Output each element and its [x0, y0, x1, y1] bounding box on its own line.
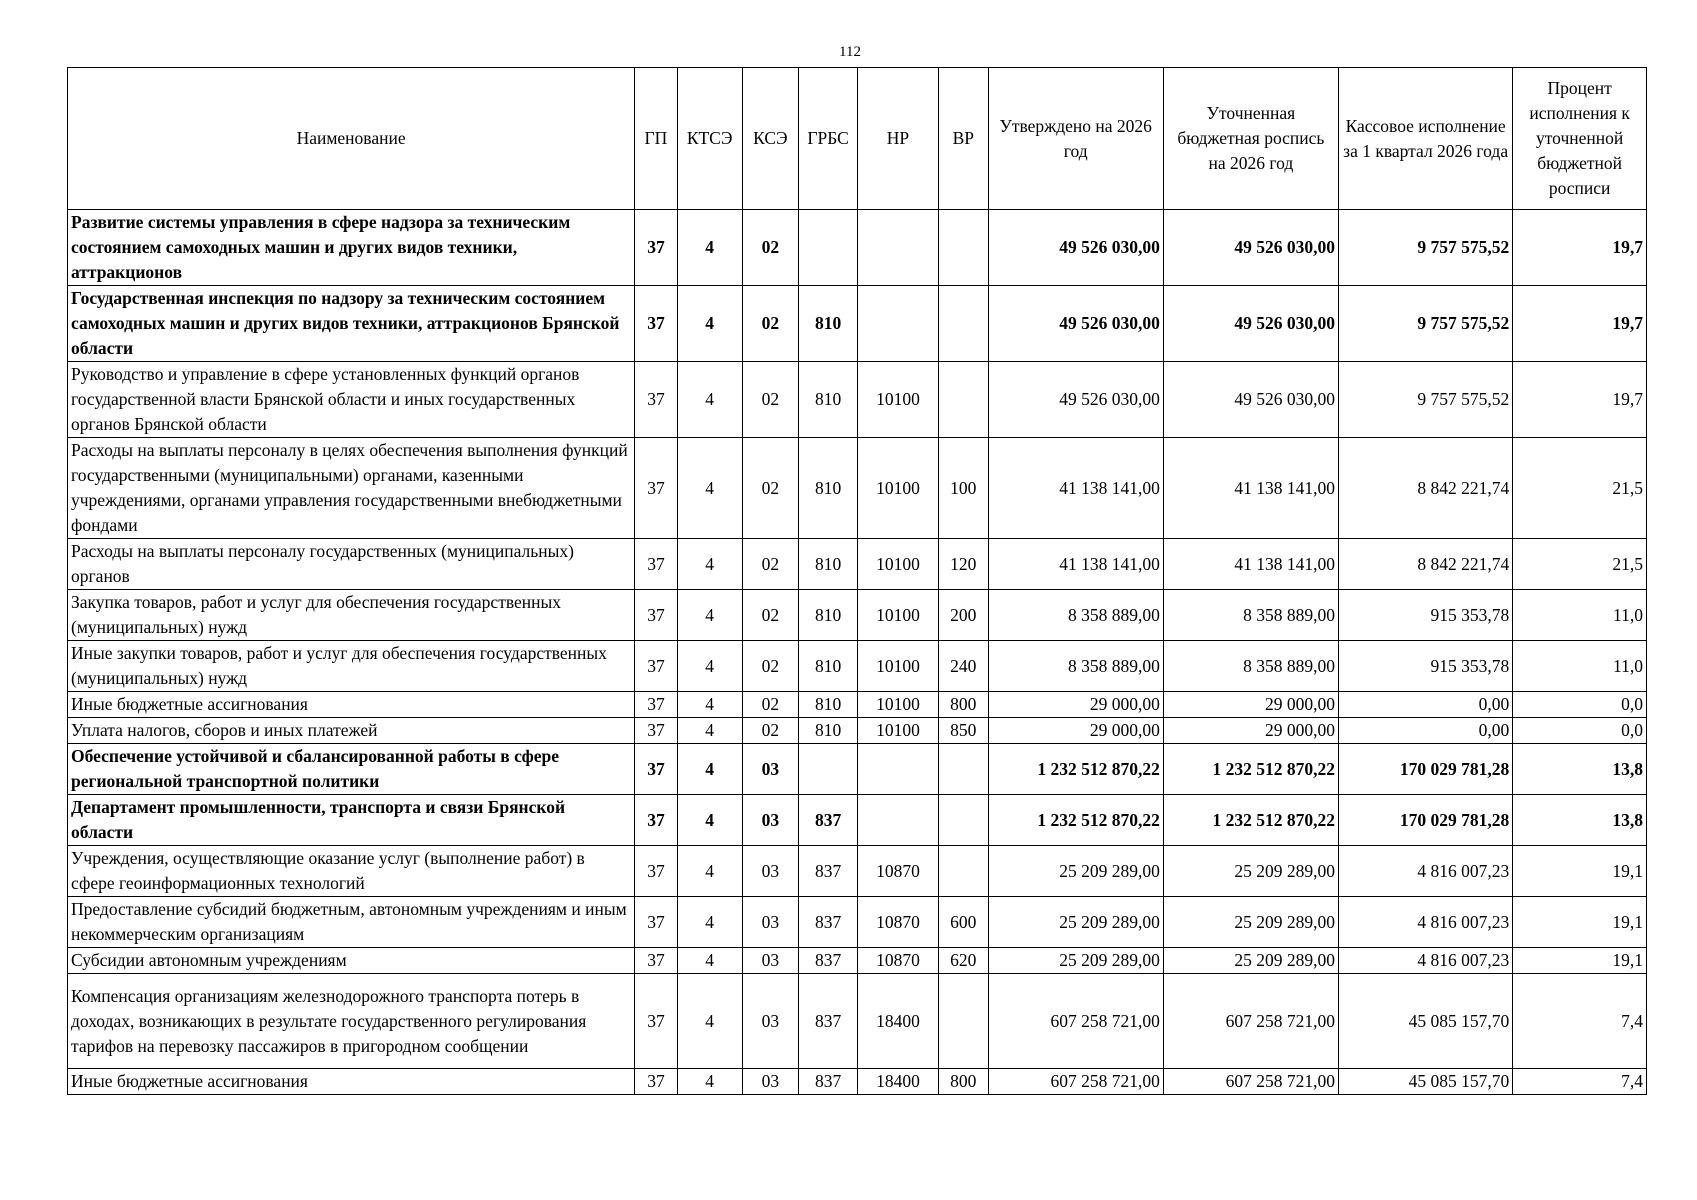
row-nr-cell: 10100 — [857, 718, 938, 744]
row-kse-cell: 02 — [742, 362, 799, 438]
row-refined-cell: 29 000,00 — [1163, 692, 1338, 718]
row-vr-cell: 240 — [938, 641, 988, 692]
row-vr-cell: 120 — [938, 539, 988, 590]
row-ktse-cell: 4 — [677, 286, 742, 362]
row-gp-cell: 37 — [635, 210, 678, 286]
row-gp-cell: 37 — [635, 795, 678, 846]
row-vr-cell — [938, 846, 988, 897]
row-approved-cell: 25 209 289,00 — [988, 948, 1163, 974]
row-kse-cell: 02 — [742, 539, 799, 590]
row-ktse-cell: 4 — [677, 897, 742, 948]
row-grbs-cell: 837 — [799, 897, 858, 948]
row-nr-cell — [857, 286, 938, 362]
row-grbs-cell: 837 — [799, 948, 858, 974]
header-name: Наименование — [68, 68, 635, 210]
row-grbs-cell: 837 — [799, 974, 858, 1069]
row-name-cell: Расходы на выплаты персоналу в целях обеспечения выполнения функций государственными (муниципальными) органами, казенными учреждениями, органами управления государственными внебюджетными фондами — [68, 438, 635, 539]
row-cash-cell: 170 029 781,28 — [1339, 744, 1513, 795]
header-kse: КСЭ — [742, 68, 799, 210]
table-row — [68, 210, 1647, 286]
row-kse-cell: 03 — [742, 795, 799, 846]
row-refined-cell: 25 209 289,00 — [1163, 846, 1338, 897]
row-cash-cell: 915 353,78 — [1339, 641, 1513, 692]
row-cash-cell: 45 085 157,70 — [1339, 974, 1513, 1069]
row-refined-cell: 49 526 030,00 — [1163, 362, 1338, 438]
row-name-cell: Иные закупки товаров, работ и услуг для обеспечения государственных (муниципальных) нужд — [68, 641, 635, 692]
table-row — [68, 590, 1647, 641]
row-vr-cell: 200 — [938, 590, 988, 641]
row-percent-cell: 19,1 — [1513, 948, 1647, 974]
table-row — [68, 438, 1647, 539]
table-row — [68, 286, 1647, 362]
row-refined-cell: 41 138 141,00 — [1163, 438, 1338, 539]
row-grbs-cell: 810 — [799, 590, 858, 641]
row-vr-cell: 850 — [938, 718, 988, 744]
row-nr-cell: 10870 — [857, 897, 938, 948]
row-ktse-cell: 4 — [677, 438, 742, 539]
row-name-cell: Развитие системы управления в сфере надзора за техническим состоянием самоходных машин и других видов техники, аттракционов — [68, 210, 635, 286]
row-kse-cell: 03 — [742, 744, 799, 795]
row-ktse-cell: 4 — [677, 539, 742, 590]
row-kse-cell: 02 — [742, 590, 799, 641]
row-vr-cell: 800 — [938, 1069, 988, 1095]
row-ktse-cell: 4 — [677, 1069, 742, 1095]
row-grbs-cell: 810 — [799, 362, 858, 438]
row-approved-cell: 1 232 512 870,22 — [988, 744, 1163, 795]
row-vr-cell: 620 — [938, 948, 988, 974]
row-name-cell: Учреждения, осуществляющие оказание услуг (выполнение работ) в сфере геоинформационных технологий — [68, 846, 635, 897]
row-nr-cell — [857, 795, 938, 846]
row-cash-cell: 4 816 007,23 — [1339, 897, 1513, 948]
row-approved-cell: 29 000,00 — [988, 718, 1163, 744]
row-name-cell: Расходы на выплаты персоналу государственных (муниципальных) органов — [68, 539, 635, 590]
row-nr-cell: 10100 — [857, 641, 938, 692]
row-gp-cell: 37 — [635, 286, 678, 362]
row-vr-cell — [938, 286, 988, 362]
row-refined-cell: 8 358 889,00 — [1163, 641, 1338, 692]
row-approved-cell: 607 258 721,00 — [988, 1069, 1163, 1095]
table-row — [68, 795, 1647, 846]
row-approved-cell: 607 258 721,00 — [988, 974, 1163, 1069]
row-grbs-cell: 810 — [799, 539, 858, 590]
row-grbs-cell: 837 — [799, 1069, 858, 1095]
row-vr-cell — [938, 362, 988, 438]
row-ktse-cell: 4 — [677, 744, 742, 795]
row-ktse-cell: 4 — [677, 974, 742, 1069]
row-name-cell: Иные бюджетные ассигнования — [68, 1069, 635, 1095]
row-gp-cell: 37 — [635, 974, 678, 1069]
row-cash-cell: 45 085 157,70 — [1339, 1069, 1513, 1095]
row-kse-cell: 03 — [742, 948, 799, 974]
row-percent-cell: 11,0 — [1513, 590, 1647, 641]
row-name-cell: Предоставление субсидий бюджетным, автономным учреждениям и иным некоммерческим организациям — [68, 897, 635, 948]
row-vr-cell: 100 — [938, 438, 988, 539]
row-kse-cell: 02 — [742, 692, 799, 718]
row-kse-cell: 02 — [742, 286, 799, 362]
row-ktse-cell: 4 — [677, 641, 742, 692]
row-nr-cell: 10870 — [857, 948, 938, 974]
row-approved-cell: 8 358 889,00 — [988, 590, 1163, 641]
table-row — [68, 692, 1647, 718]
row-approved-cell: 49 526 030,00 — [988, 362, 1163, 438]
row-percent-cell: 0,0 — [1513, 718, 1647, 744]
row-name-cell: Иные бюджетные ассигнования — [68, 692, 635, 718]
row-percent-cell: 21,5 — [1513, 438, 1647, 539]
row-refined-cell: 1 232 512 870,22 — [1163, 744, 1338, 795]
row-percent-cell: 19,1 — [1513, 897, 1647, 948]
table-row — [68, 362, 1647, 438]
row-vr-cell — [938, 974, 988, 1069]
row-percent-cell: 7,4 — [1513, 1069, 1647, 1095]
row-cash-cell: 8 842 221,74 — [1339, 438, 1513, 539]
row-percent-cell: 19,1 — [1513, 846, 1647, 897]
row-gp-cell: 37 — [635, 846, 678, 897]
row-refined-cell: 29 000,00 — [1163, 718, 1338, 744]
table-body — [68, 210, 1647, 1095]
table-row — [68, 846, 1647, 897]
row-approved-cell: 25 209 289,00 — [988, 897, 1163, 948]
row-name-cell: Руководство и управление в сфере установленных функций органов государственной власти Брянской области и иных государственных органов Брянской области — [68, 362, 635, 438]
table-row — [68, 641, 1647, 692]
table-row — [68, 744, 1647, 795]
row-name-cell: Компенсация организациям железнодорожного транспорта потерь в доходах, возникающих в результате государственного регулирования тарифов на перевозку пассажиров в пригородном сообщении — [68, 974, 635, 1069]
row-percent-cell: 13,8 — [1513, 795, 1647, 846]
row-nr-cell: 10870 — [857, 846, 938, 897]
row-vr-cell — [938, 795, 988, 846]
table-header-row — [68, 68, 1647, 210]
row-grbs-cell: 837 — [799, 795, 858, 846]
row-vr-cell — [938, 744, 988, 795]
row-percent-cell: 0,0 — [1513, 692, 1647, 718]
header-grbs: ГРБС — [799, 68, 858, 210]
row-gp-cell: 37 — [635, 948, 678, 974]
row-refined-cell: 8 358 889,00 — [1163, 590, 1338, 641]
row-gp-cell: 37 — [635, 897, 678, 948]
row-percent-cell: 19,7 — [1513, 286, 1647, 362]
row-refined-cell: 25 209 289,00 — [1163, 948, 1338, 974]
row-grbs-cell: 810 — [799, 286, 858, 362]
row-nr-cell — [857, 744, 938, 795]
row-nr-cell: 10100 — [857, 539, 938, 590]
row-approved-cell: 49 526 030,00 — [988, 286, 1163, 362]
row-grbs-cell: 810 — [799, 438, 858, 539]
row-cash-cell: 0,00 — [1339, 692, 1513, 718]
row-grbs-cell: 810 — [799, 692, 858, 718]
row-approved-cell: 1 232 512 870,22 — [988, 795, 1163, 846]
row-approved-cell: 29 000,00 — [988, 692, 1163, 718]
row-nr-cell: 18400 — [857, 974, 938, 1069]
row-name-cell: Уплата налогов, сборов и иных платежей — [68, 718, 635, 744]
header-ktse: КТСЭ — [677, 68, 742, 210]
row-cash-cell: 0,00 — [1339, 718, 1513, 744]
row-ktse-cell: 4 — [677, 362, 742, 438]
row-gp-cell: 37 — [635, 438, 678, 539]
row-percent-cell: 19,7 — [1513, 210, 1647, 286]
row-approved-cell: 49 526 030,00 — [988, 210, 1163, 286]
row-refined-cell: 41 138 141,00 — [1163, 539, 1338, 590]
row-refined-cell: 607 258 721,00 — [1163, 974, 1338, 1069]
row-ktse-cell: 4 — [677, 718, 742, 744]
row-approved-cell: 41 138 141,00 — [988, 539, 1163, 590]
row-kse-cell: 02 — [742, 641, 799, 692]
row-nr-cell: 10100 — [857, 692, 938, 718]
row-grbs-cell: 810 — [799, 641, 858, 692]
row-grbs-cell: 837 — [799, 846, 858, 897]
row-kse-cell: 02 — [742, 210, 799, 286]
header-approved: Утверждено на 2026 год — [988, 68, 1163, 210]
row-nr-cell: 10100 — [857, 590, 938, 641]
header-percent: Процент исполнения к уточненной бюджетной росписи — [1513, 68, 1647, 210]
row-percent-cell: 13,8 — [1513, 744, 1647, 795]
row-vr-cell — [938, 210, 988, 286]
row-cash-cell: 9 757 575,52 — [1339, 286, 1513, 362]
header-gp: ГП — [635, 68, 678, 210]
row-gp-cell: 37 — [635, 1069, 678, 1095]
row-percent-cell: 21,5 — [1513, 539, 1647, 590]
row-cash-cell: 4 816 007,23 — [1339, 846, 1513, 897]
row-cash-cell: 8 842 221,74 — [1339, 539, 1513, 590]
row-ktse-cell: 4 — [677, 846, 742, 897]
header-refined: Уточненная бюджетная роспись на 2026 год — [1163, 68, 1338, 210]
row-ktse-cell: 4 — [677, 590, 742, 641]
row-cash-cell: 9 757 575,52 — [1339, 362, 1513, 438]
row-cash-cell: 915 353,78 — [1339, 590, 1513, 641]
table-row — [68, 718, 1647, 744]
row-ktse-cell: 4 — [677, 795, 742, 846]
row-approved-cell: 41 138 141,00 — [988, 438, 1163, 539]
row-grbs-cell: 810 — [799, 718, 858, 744]
row-nr-cell — [857, 210, 938, 286]
row-kse-cell: 02 — [742, 438, 799, 539]
table-row — [68, 948, 1647, 974]
row-cash-cell: 4 816 007,23 — [1339, 948, 1513, 974]
row-name-cell: Закупка товаров, работ и услуг для обеспечения государственных (муниципальных) нужд — [68, 590, 635, 641]
row-nr-cell: 18400 — [857, 1069, 938, 1095]
row-ktse-cell: 4 — [677, 692, 742, 718]
row-name-cell: Субсидии автономным учреждениям — [68, 948, 635, 974]
row-refined-cell: 49 526 030,00 — [1163, 286, 1338, 362]
row-kse-cell: 03 — [742, 974, 799, 1069]
row-refined-cell: 607 258 721,00 — [1163, 1069, 1338, 1095]
row-percent-cell: 19,7 — [1513, 362, 1647, 438]
row-kse-cell: 02 — [742, 718, 799, 744]
row-kse-cell: 03 — [742, 1069, 799, 1095]
row-vr-cell: 600 — [938, 897, 988, 948]
table-row — [68, 539, 1647, 590]
row-gp-cell: 37 — [635, 539, 678, 590]
row-ktse-cell: 4 — [677, 210, 742, 286]
table-row — [68, 974, 1647, 1069]
row-ktse-cell: 4 — [677, 948, 742, 974]
row-grbs-cell — [799, 744, 858, 795]
row-percent-cell: 7,4 — [1513, 974, 1647, 1069]
row-name-cell: Государственная инспекция по надзору за техническим состоянием самоходных машин и других видов техники, аттракционов Брянской области — [68, 286, 635, 362]
row-percent-cell: 11,0 — [1513, 641, 1647, 692]
row-gp-cell: 37 — [635, 590, 678, 641]
row-grbs-cell — [799, 210, 858, 286]
header-vr: ВР — [938, 68, 988, 210]
page-number: 112 — [839, 44, 861, 60]
row-gp-cell: 37 — [635, 362, 678, 438]
row-gp-cell: 37 — [635, 692, 678, 718]
row-vr-cell: 800 — [938, 692, 988, 718]
row-cash-cell: 170 029 781,28 — [1339, 795, 1513, 846]
row-gp-cell: 37 — [635, 744, 678, 795]
row-kse-cell: 03 — [742, 897, 799, 948]
row-cash-cell: 9 757 575,52 — [1339, 210, 1513, 286]
row-name-cell: Департамент промышленности, транспорта и связи Брянской области — [68, 795, 635, 846]
row-name-cell: Обеспечение устойчивой и сбалансированной работы в сфере региональной транспортной политики — [68, 744, 635, 795]
row-nr-cell: 10100 — [857, 438, 938, 539]
row-approved-cell: 8 358 889,00 — [988, 641, 1163, 692]
row-gp-cell: 37 — [635, 641, 678, 692]
table-row — [68, 897, 1647, 948]
row-approved-cell: 25 209 289,00 — [988, 846, 1163, 897]
row-refined-cell: 49 526 030,00 — [1163, 210, 1338, 286]
table-row — [68, 1069, 1647, 1095]
row-gp-cell: 37 — [635, 718, 678, 744]
row-kse-cell: 03 — [742, 846, 799, 897]
header-nr: НР — [857, 68, 938, 210]
row-refined-cell: 1 232 512 870,22 — [1163, 795, 1338, 846]
header-cash: Кассовое исполнение за 1 квартал 2026 года — [1339, 68, 1513, 210]
row-nr-cell: 10100 — [857, 362, 938, 438]
budget-execution-table — [67, 67, 1647, 1095]
row-refined-cell: 25 209 289,00 — [1163, 897, 1338, 948]
